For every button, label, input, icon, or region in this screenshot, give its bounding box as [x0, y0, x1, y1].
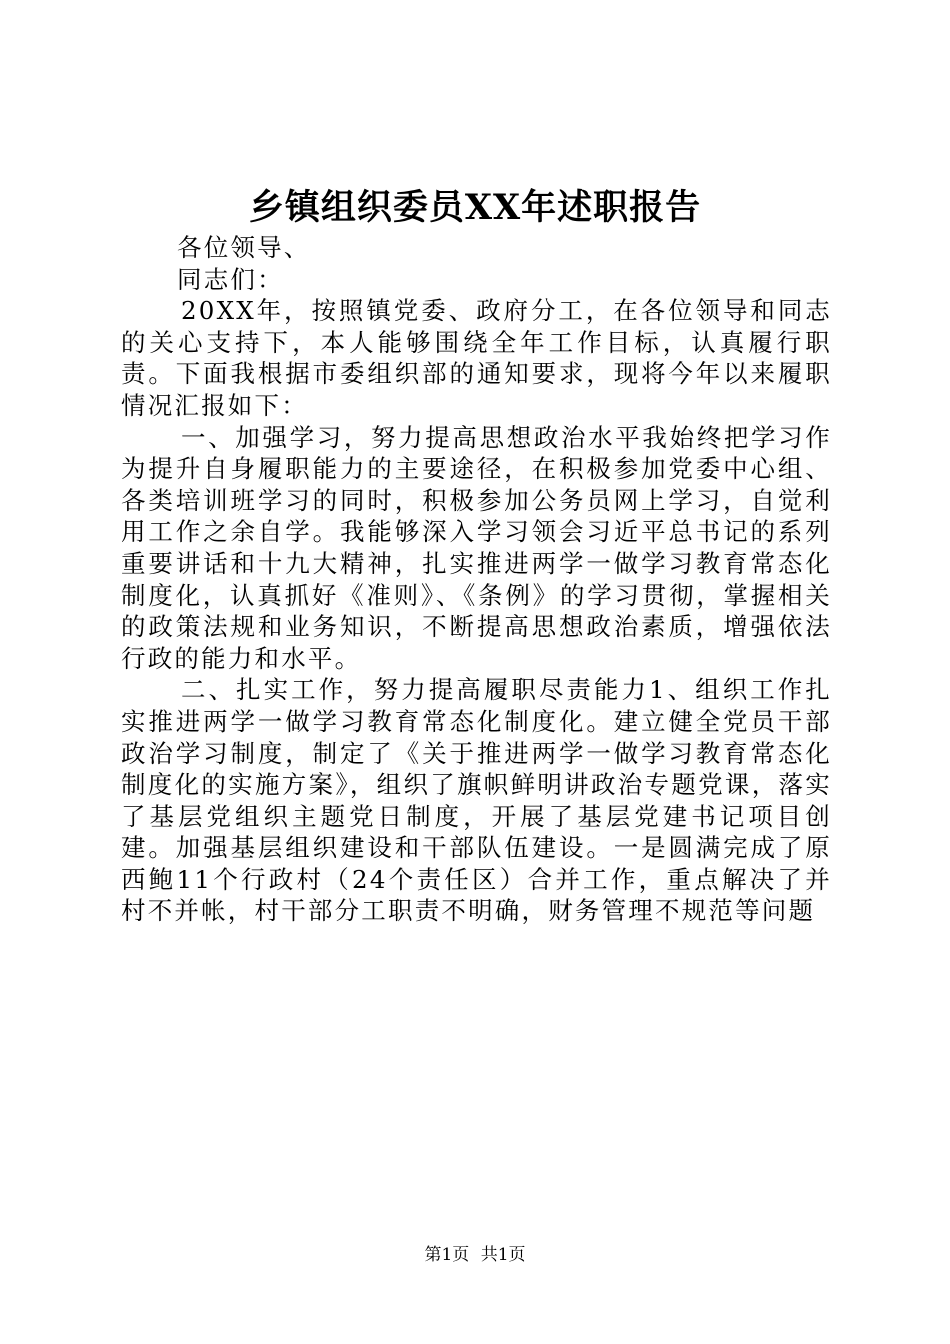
salutation-leaders: 各位领导、 — [177, 233, 311, 262]
paragraph-study: 一、加强学习，努力提高思想政治水平我始终把学习作为提升自身履职能力的主要途径，在积极参加党委中心组、各类培训班学习的同时，积极参加公务员网上学习，自觉利用工作之余自学。我能够深入学习领会习近平总书记的系列重要讲话和十九大精神，扎实推进两学一做学习教育常态化制度化，认真抓好《准则》、《条例》的学习贯彻，掌握相关的政策法规和业务知识，不断提高思想政治素质，增强依法行政的能力和水平。 — [121, 422, 832, 673]
paragraph-intro: 20XX年，按照镇党委、政府分工，在各位领导和同志的关心支持下，本人能够围绕全年工作目标，认真履行职责。下面我根据市委组织部的通知要求，现将今年以来履职情况汇报如下： — [121, 296, 832, 420]
paragraph-work: 二、扎实工作，努力提高履职尽责能力1、组织工作扎实推进两学一做学习教育常态化制度化。建立健全党员干部政治学习制度，制定了《关于推进两学一做学习教育常态化制度化的实施方案》，组织了旗帜鲜明讲政治专题党课，落实了基层党组织主题党日制度，开展了基层党建书记项目创建。加强基层组织建设和干部队伍建设。一是圆满完成了原西鲍11个行政村（24个责任区）合并工作，重点解决了并村不并帐，村干部分工职责不明确，财务管理不规范等问题 — [121, 675, 832, 926]
page-footer: 第1页 共1页 — [424, 1245, 526, 1265]
document-title: 乡镇组织委员XX年述职报告 — [248, 187, 702, 228]
document-body — [121, 232, 832, 927]
salutation-comrades: 同志们： — [177, 264, 284, 294]
